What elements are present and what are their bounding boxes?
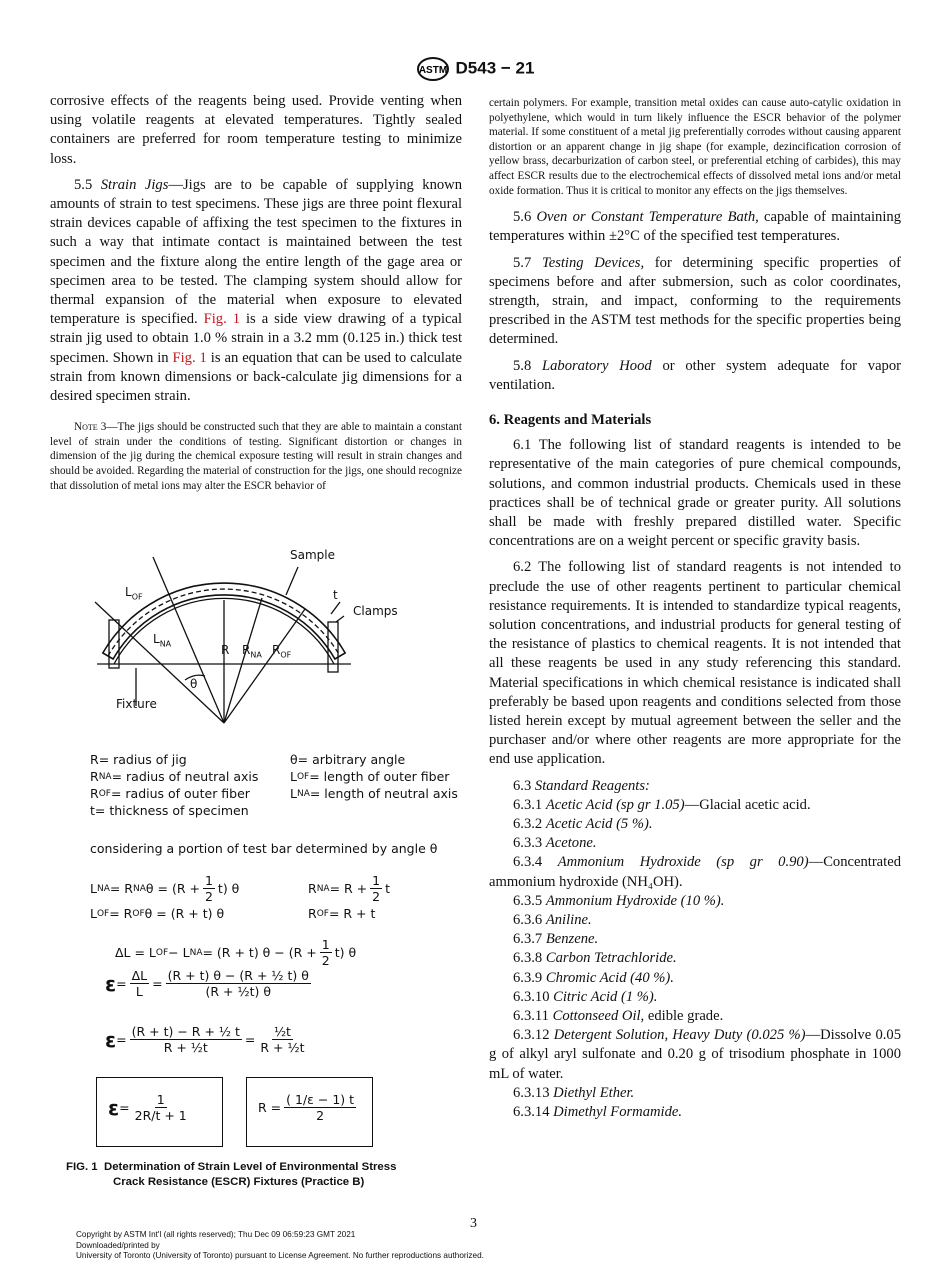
paragraph-continued: corrosive effects of the reagents being used. Provide venting when using volatile reagents at elevated temperatures. Tightly sealed containers are preferred for room temperature testing to minimize loss. bbox=[50, 93, 462, 167]
legend-item: R NA = radius of neutral axis bbox=[90, 769, 259, 784]
equation-part: = R + t bbox=[328, 906, 376, 921]
equation-part: = (R + t) θ − (R + bbox=[202, 945, 317, 960]
sample-label: Sample bbox=[290, 548, 335, 562]
fraction: $\frac{( 1/\varepsilon - 1) t}{2}$ bbox=[286, 1092, 355, 1123]
section-6-1: 6.1 The following list of standard reagents is intended to be representative of the main categories of pure chemical compounds, solutions, and common industrial products. Chemicals used in these practices shall be of technical grade or greater purity. All solutions shall be made with freshly prepared distilled water. Specific concentrations are on a weight percent or specific gravity basis. bbox=[489, 437, 901, 550]
equation-rna bbox=[308, 873, 390, 904]
equation-strain-2 bbox=[105, 1024, 310, 1055]
clamps-label: Clamps bbox=[353, 604, 398, 618]
reagent-item: 6.3.8 Carbon Tetrachloride. bbox=[513, 950, 677, 967]
rof-label: $R_{OF}$ bbox=[272, 643, 292, 660]
fraction: $\frac{\Delta L}{L}$ bbox=[131, 968, 148, 999]
legend-item: L NA = length of neutral axis bbox=[290, 786, 458, 801]
equation-part: L bbox=[90, 881, 97, 896]
equation-rof bbox=[308, 906, 375, 921]
equation-part: OF bbox=[132, 908, 145, 919]
legend-item: R = radius of jig bbox=[90, 752, 187, 767]
equation-part: θ = (R + bbox=[145, 881, 200, 896]
equation-part: = R bbox=[109, 881, 133, 896]
equation-part: = R bbox=[109, 906, 133, 921]
section-6-2: 6.2 The following list of standard reagents is not intended to preclude the use of other reagents pertinent to particular chemical resistance requirements. It is intended to standardize typical reagents, solution concentrations, and industrial products for general testing of the resistance of plastics to chemical reagents. It is not intended that all these reagents be used in any study referencing this standard. Material specifications in which chemical resistance is indicated shall preferably be based upon reagents and conditions selected from those listed herein except by mutual agreement between the seller and the purchaser and/or where other reagents are more appropriate for the end use application. bbox=[489, 559, 901, 768]
reagent-item: 6.3.3 Acetone. bbox=[513, 835, 597, 852]
figure-caption: FIG. 1 Determination of Strain Level of Environmental Stress Crack Resistance (ESCR) Fixtures (Practice B) bbox=[66, 1161, 397, 1188]
equation-part: NA bbox=[189, 947, 203, 958]
equation-part: ε bbox=[105, 971, 117, 996]
equation-part: R bbox=[308, 906, 317, 921]
equation-part: R = bbox=[258, 1100, 282, 1115]
equation-part: t bbox=[385, 881, 391, 896]
reagent-item: 6.3.7 Benzene. bbox=[513, 931, 599, 948]
equation-part: L bbox=[90, 906, 97, 921]
equation-part: ε bbox=[105, 1027, 117, 1052]
equation-strain-final bbox=[108, 1092, 192, 1123]
equation-radius-final bbox=[258, 1092, 359, 1123]
r-label: R bbox=[221, 643, 230, 657]
lna-label: $L_{NA}$ bbox=[153, 632, 172, 649]
equation-strain-1 bbox=[105, 968, 314, 999]
section-5-7: 5.7 Testing Devices, for determining specific properties of specimens before and after submersion, such as color coordinates, strength, strain, and impact, conforming to the requirements prescribed in the ASTM test methods for the specific properties being determined. bbox=[489, 254, 901, 348]
considering-text: considering a portion of test bar determined by angle θ bbox=[90, 841, 438, 856]
section-6-heading: 6. Reagents and Materials bbox=[489, 411, 652, 428]
equation-part: = R + bbox=[329, 881, 368, 896]
equation-part: OF bbox=[96, 908, 110, 919]
reagent-item: 6.3.13 Diethyl Ether. bbox=[513, 1084, 635, 1101]
svg-text:ASTM: ASTM bbox=[418, 65, 447, 76]
page-header bbox=[0, 56, 950, 82]
section-5-8: 5.8 Laboratory Hood or other system adequate for vapor ventilation. bbox=[489, 357, 902, 393]
fraction: $\frac{\text{(R + t) θ − (R + ½ t) θ}}{\text{(R + ½t) θ}}$ bbox=[167, 968, 309, 999]
fraction: $\frac{1}{2}$ bbox=[372, 873, 381, 904]
equation-part: NA bbox=[133, 883, 146, 894]
equation-part: θ = (R + t) θ bbox=[144, 906, 225, 921]
rna-label: $R_{NA}$ bbox=[242, 643, 262, 660]
copyright-footer: Copyright by ASTM Int'l (all rights reserved); Thu Dec 09 06:59:23 GMT 2021 Downloaded/printed by University of Toronto (University of Toronto) pursuant to License Agreement. No further reproductions authorized. bbox=[76, 1230, 484, 1260]
equation-lof bbox=[90, 906, 224, 921]
fraction: $\frac{\text{½t}}{\text{R + ½t}}$ bbox=[260, 1024, 305, 1055]
reagent-item: 6.3.2 Acetic Acid (5 %). bbox=[513, 816, 653, 833]
page-number: 3 bbox=[470, 1216, 477, 1231]
equation-part: − L bbox=[168, 945, 190, 960]
reagent-item: 6.3.9 Chromic Acid (40 %). bbox=[513, 969, 674, 986]
fixture-label: Fixture bbox=[116, 697, 157, 711]
document-id: D543 − 21 bbox=[455, 58, 535, 78]
reagent-item: 6.3.4 Ammonium Hydroxide (sp gr 0.90)—Concentrated ammonium hydroxide (NH₄OH). bbox=[489, 854, 901, 890]
equation-part: NA bbox=[96, 883, 110, 894]
equation-part: OF bbox=[316, 908, 329, 919]
equation-lna bbox=[90, 873, 239, 904]
equation-part: = bbox=[119, 1100, 130, 1115]
equation-part: ΔL = L bbox=[115, 945, 156, 960]
theta-label: θ bbox=[190, 677, 198, 691]
equation-part: = bbox=[244, 1032, 256, 1047]
left-column bbox=[50, 92, 462, 500]
thickness-label: t bbox=[333, 588, 338, 602]
fraction: $\frac{\text{(R + t) − R + ½ t}}{\text{R + ½t}}$ bbox=[131, 1024, 240, 1055]
reagent-item: 6.3.10 Citric Acid (1 %). bbox=[513, 988, 658, 1005]
legend-item: L OF = length of outer fiber bbox=[290, 769, 450, 784]
lof-label: $L_{OF}$ bbox=[125, 585, 143, 602]
legend-item: θ = arbitrary angle bbox=[290, 752, 406, 767]
equation-delta-l bbox=[115, 937, 356, 968]
note-3: Note 3—The jigs should be constructed such that they are able to maintain a constant level of strain under the conditions of testing. Significant distortion or changes in dimension of the jig during the chemical exposure testing will result in strain changes and should be avoided. Regarding the material of construction for the jigs, one should recognize that dissolution of metal ions may alter the ESCR behavior of bbox=[50, 421, 462, 492]
equation-part: = bbox=[116, 976, 127, 991]
fraction: $\frac{1}{2R/t + 1}$ bbox=[134, 1092, 187, 1123]
legend-item: R OF = radius of outer fiber bbox=[90, 786, 250, 801]
reagent-item: 6.3.12 Detergent Solution, Heavy Duty (0.025 %)—Dissolve 0.05 g of alkyl aryl sulfonate and 0.20 g of trisodium phosphate in 1000 mL of water. bbox=[489, 1027, 902, 1082]
equation-part: R bbox=[308, 881, 317, 896]
equation-part: = bbox=[152, 976, 163, 991]
equation-part: = bbox=[116, 1032, 127, 1047]
equation-part: t) θ bbox=[217, 881, 240, 896]
fig-1-link[interactable]: Fig. 1 bbox=[172, 349, 207, 366]
equation-part: OF bbox=[155, 947, 169, 958]
equation-part: NA bbox=[316, 883, 330, 894]
section-6-3: 6.3 Standard Reagents: bbox=[513, 777, 650, 794]
fraction: $\frac{1}{2}$ bbox=[204, 873, 213, 904]
section-5-5: 5.5 Strain Jigs—Jigs are to be capable of supplying known amounts of strain to test specimens. These jigs are three point flexural strain devices capable of affixing the test specimen to the fixtures in such a way that intimate contact is maintained between the test specimen and the fixture along the entire length of the gage area or specimen area to be tested. The clamping system should allow for thermal expansion of the material when exposure to elevated temperature is specified. Fig. 1 is a side view drawing of a typical strain jig used to obtain 1.0 % strain in a 3.2 mm (0.125 in.) thick test specimen. Shown in Fig. 1 is an equation that can be used to calculate strain from known dimensions or back-calculate jig dimensions for a desired specimen strain. bbox=[50, 176, 463, 405]
legend-item: t = thickness of specimen bbox=[90, 803, 249, 818]
reagent-item: 6.3.11 Cottonseed Oil, edible grade. bbox=[513, 1008, 724, 1025]
astm-logo-icon bbox=[416, 56, 450, 82]
reagent-item: 6.3.14 Dimethyl Formamide. bbox=[513, 1104, 683, 1121]
reagent-item: 6.3.1 Acetic Acid (sp gr 1.05)—Glacial acetic acid. bbox=[513, 796, 811, 813]
right-column bbox=[489, 96, 901, 1122]
fraction: $\frac{1}{2}$ bbox=[321, 937, 330, 968]
fig-1-link[interactable]: Fig. 1 bbox=[203, 311, 241, 328]
note-3-continued: certain polymers. For example, transition metal oxides can cause auto-catylic oxidation in polyethylene, which would in turn likely influence the ESCR behavior of the polymer material. If some constituent of a metal jig preferentially corrodes without causing apparent distortion or an apparent change in jig shape (for example, dezincification corrosion of yellow brass, decarburization of carbon steel, or preferential etching of carbides), this may affect ESCR results due to the electrochemical effects of dissolved metal ions and/or metal oxide formation. Thus it is critical to monitor any effects on the jigs themselves. bbox=[489, 97, 901, 197]
reagent-item: 6.3.5 Ammonium Hydroxide (10 %). bbox=[513, 892, 725, 909]
section-5-6: 5.6 Oven or Constant Temperature Bath, capable of maintaining temperatures within ±2°C of the specified test temperatures. bbox=[489, 209, 902, 245]
equation-part: t) θ bbox=[334, 945, 357, 960]
reagent-item: 6.3.6 Aniline. bbox=[513, 912, 592, 929]
equation-part: ε bbox=[108, 1095, 120, 1120]
